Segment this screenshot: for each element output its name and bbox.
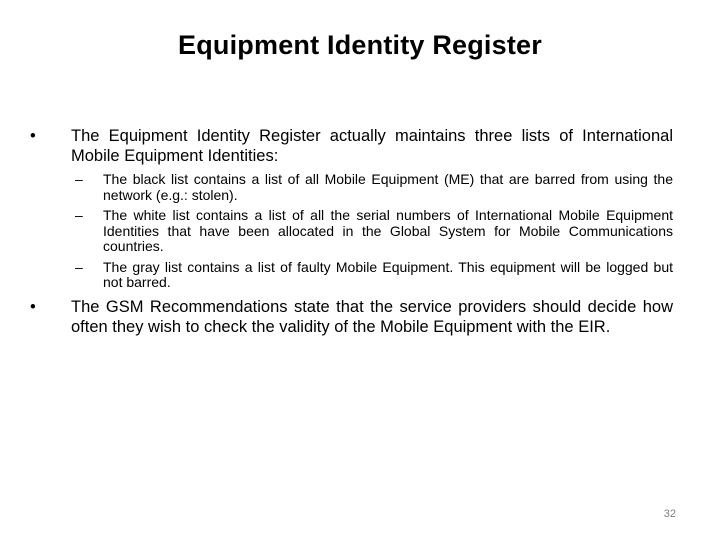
dash-marker: –: [75, 258, 83, 275]
sub-bullet-text: The white list contains a list of all the serial numbers of International Mobile Equipment Identities that have been allocated in the Global System for Mobile Communications countries.: [103, 207, 673, 254]
sub-bullet-item-gray-list: [75, 258, 673, 291]
bullet-item: [30, 126, 673, 166]
bullet-text: The GSM Recommendations state that the service providers should decide how often they wish to check the validity of the Mobile Equipment with the EIR.: [71, 297, 673, 336]
bullet-marker: •: [30, 127, 36, 145]
dash-marker: –: [75, 171, 83, 187]
sub-bullet-text: The black list contains a list of all Mobile Equipment (ME) that are barred from using the network (e.g.: stolen).: [103, 171, 673, 203]
sub-bullet-item-black-list: [75, 171, 673, 203]
bullet-item: [30, 297, 673, 337]
dash-marker: –: [75, 207, 83, 223]
slide-title: Equipment Identity Register: [178, 30, 542, 60]
sub-bullet-text: The gray list contains a list of faulty Mobile Equipment. This equipment will be logged but not barred.: [103, 258, 673, 290]
bullet-marker: •: [30, 297, 36, 316]
sub-bullet-item-white-list: [75, 207, 673, 255]
slide-content: [30, 126, 673, 337]
page-number: 32: [663, 508, 676, 520]
sub-bullet-list: [30, 172, 673, 291]
bullet-text: The Equipment Identity Register actually maintains three lists of International Mobile Equipment Identities:: [71, 127, 673, 165]
